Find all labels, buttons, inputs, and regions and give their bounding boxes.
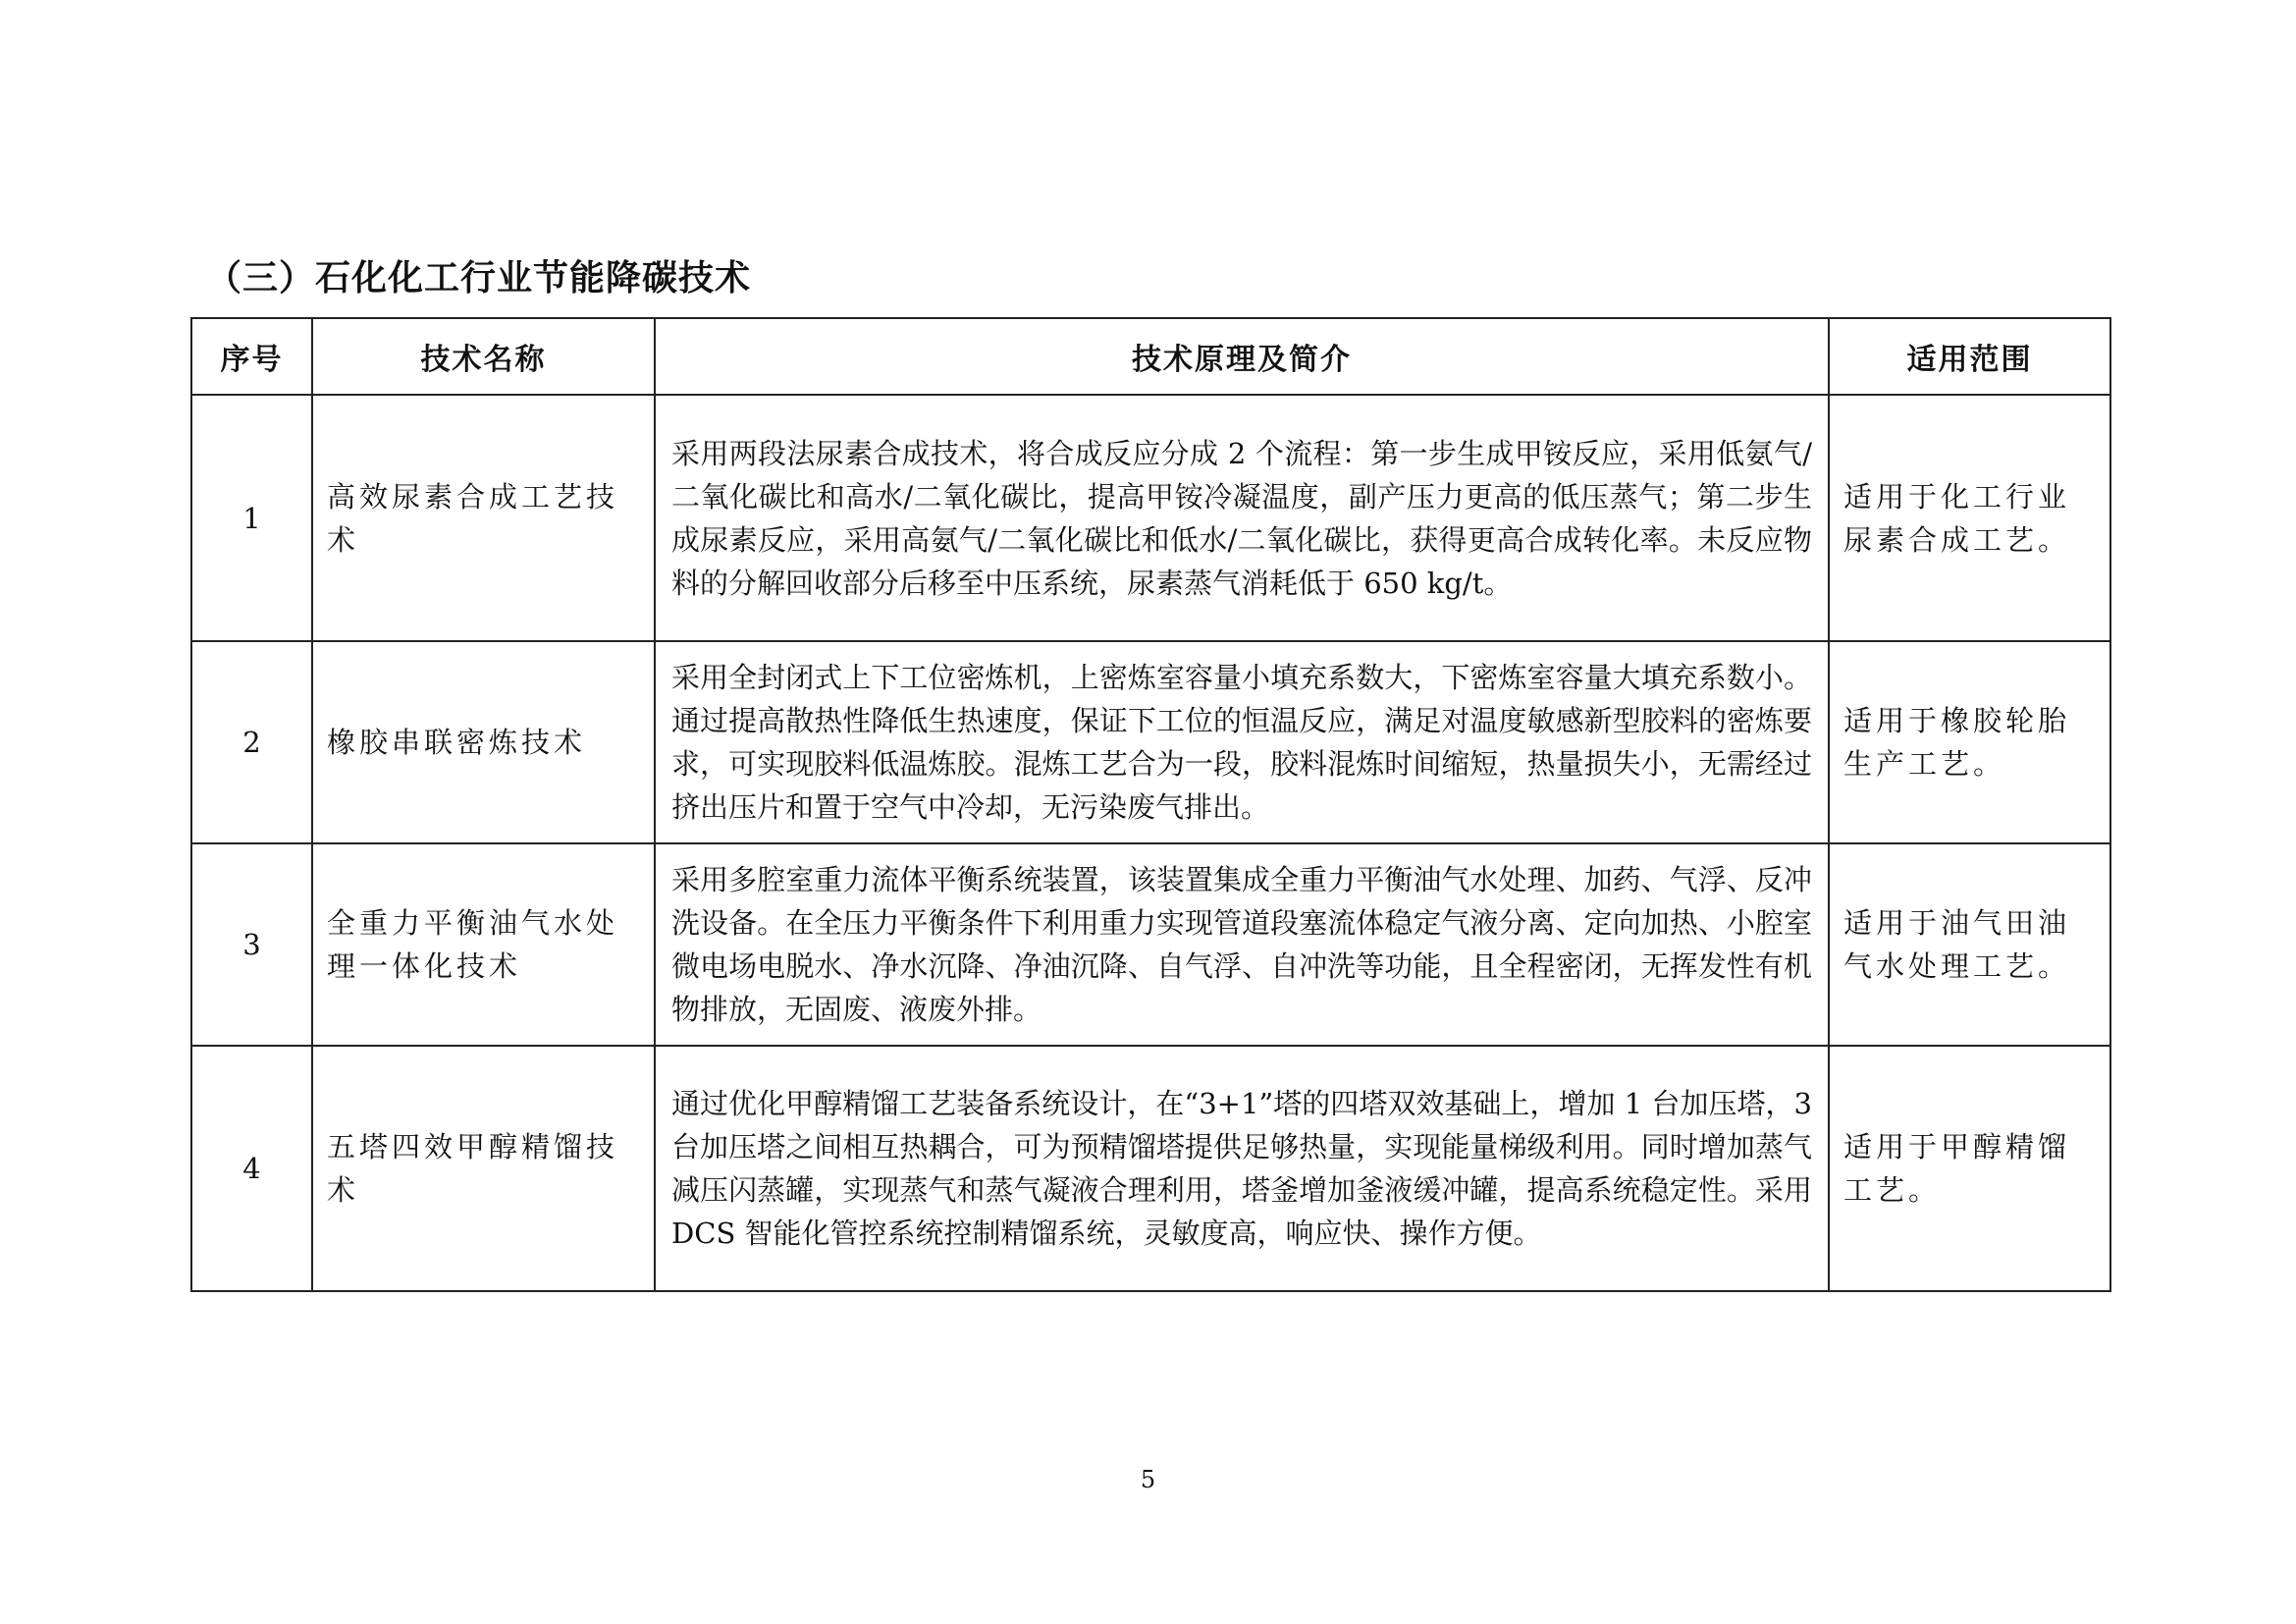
row-serial-number: 3	[191, 843, 312, 1046]
technology-table	[190, 317, 2111, 1292]
row-serial-number: 2	[191, 641, 312, 843]
row-serial-number: 4	[191, 1046, 312, 1291]
header-technology-name: 技术名称	[312, 318, 655, 395]
row-applicable-scope: 适用于橡胶轮胎生产工艺。	[1829, 641, 2110, 843]
table-header-row	[191, 318, 2110, 395]
row-applicable-scope: 适用于油气田油气水处理工艺。	[1829, 843, 2110, 1046]
row-serial-number: 1	[191, 395, 312, 641]
section-title: （三）石化化工行业节能降碳技术	[206, 258, 752, 298]
row-principle-summary: 通过优化甲醇精馏工艺装备系统设计，在“3+1”塔的四塔双效基础上，增加 1 台加压塔，3 台加压塔之间相互热耦合，可为预精馏塔提供足够热量，实现能量梯级利用。同时增加蒸气减压闪蒸罐，实现蒸气和蒸气凝液合理利用，塔釜增加釜液缓冲罐，提高系统稳定性。采用 DCS 智能化管控系统控制精馏系统，灵敏度高，响应快、操作方便。	[655, 1046, 1829, 1291]
row-applicable-scope: 适用于化工行业尿素合成工艺。	[1829, 395, 2110, 641]
row-technology-name: 全重力平衡油气水处理一体化技术	[312, 843, 655, 1046]
row-technology-name: 橡胶串联密炼技术	[312, 641, 655, 843]
table-row	[191, 395, 2110, 641]
row-technology-name: 五塔四效甲醇精馏技术	[312, 1046, 655, 1291]
row-principle-summary: 采用两段法尿素合成技术，将合成反应分成 2 个流程：第一步生成甲铵反应，采用低氨气/二氧化碳比和高水/二氧化碳比，提高甲铵冷凝温度，副产压力更高的低压蒸气；第二步生成尿素反应，采用高氨气/二氧化碳比和低水/二氧化碳比，获得更高合成转化率。未反应物料的分解回收部分后移至中压系统，尿素蒸气消耗低于 650 kg/t。	[655, 395, 1829, 641]
row-technology-name: 高效尿素合成工艺技术	[312, 395, 655, 641]
header-principle-summary: 技术原理及简介	[655, 318, 1829, 395]
header-serial-number: 序号	[191, 318, 312, 395]
row-applicable-scope: 适用于甲醇精馏工艺。	[1829, 1046, 2110, 1291]
header-applicable-scope: 适用范围	[1829, 318, 2110, 395]
page-number: 5	[1140, 1466, 1156, 1493]
row-principle-summary: 采用多腔室重力流体平衡系统装置，该装置集成全重力平衡油气水处理、加药、气浮、反冲洗设备。在全压力平衡条件下利用重力实现管道段塞流体稳定气液分离、定向加热、小腔室微电场电脱水、净水沉降、净油沉降、自气浮、自冲洗等功能，且全程密闭，无挥发性有机物排放，无固废、液废外排。	[655, 843, 1829, 1046]
table-row	[191, 641, 2110, 843]
row-principle-summary: 采用全封闭式上下工位密炼机，上密炼室容量小填充系数大，下密炼室容量大填充系数小。通过提高散热性降低生热速度，保证下工位的恒温反应，满足对温度敏感新型胶料的密炼要求，可实现胶料低温炼胶。混炼工艺合为一段，胶料混炼时间缩短，热量损失小，无需经过挤出压片和置于空气中冷却，无污染废气排出。	[655, 641, 1829, 843]
table-row	[191, 1046, 2110, 1291]
table-row	[191, 843, 2110, 1046]
